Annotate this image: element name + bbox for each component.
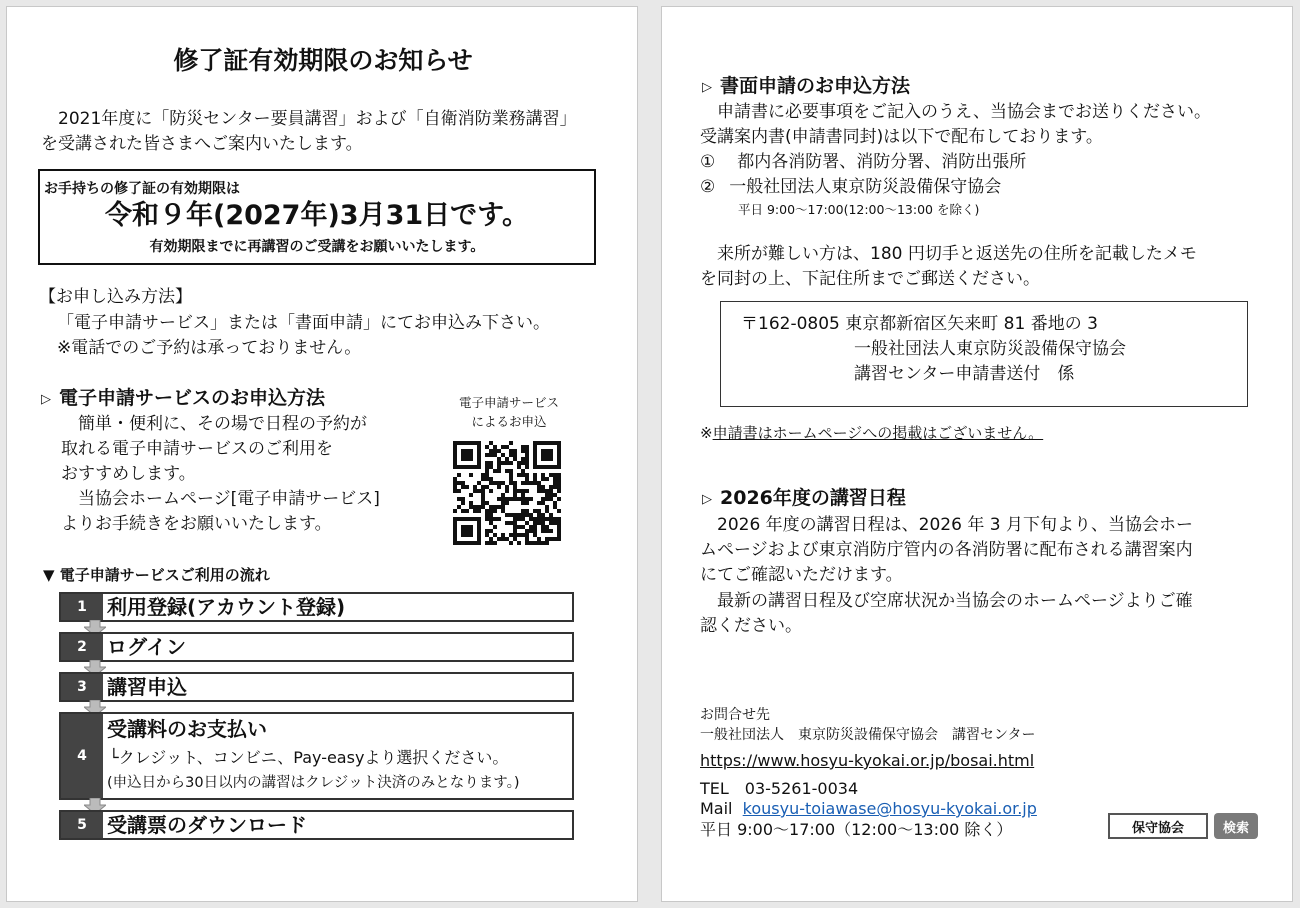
step-number: 3 [61, 674, 103, 700]
online-line-3: おすすめします。 [61, 464, 196, 484]
contact-label: お問合せ先 [700, 707, 770, 723]
online-line-2: 取れる電子申請サービスのご利用を [61, 439, 333, 459]
contact-tel: TEL 03-5261-0034 [700, 779, 859, 798]
list-text: 都内各消防署、消防分署、消防出張所 [737, 152, 1027, 172]
address-line-1: 〒162-0805 東京都新宿区矢来町 81 番地の 3 [741, 314, 1098, 334]
contact-mail [700, 799, 1037, 819]
search-button[interactable]: 検索 [1214, 813, 1258, 839]
online-heading [41, 385, 325, 413]
flow-step-1 [59, 592, 574, 622]
flow-step-2 [59, 632, 574, 662]
left-page [6, 6, 638, 902]
qr-caption-1: 電子申請サービス [458, 395, 559, 410]
step-label: 受講料のお支払い [107, 717, 267, 741]
address-line-3: 講習センター申請書送付 係 [854, 364, 1075, 384]
schedule-line-5: 認ください。 [700, 616, 802, 636]
qr-caption-2: によるお申込 [471, 414, 547, 429]
paper-line-2: 受講案内書(申請書同封)は以下で配布しております。 [700, 127, 1103, 147]
apply-line-2: ※電話でのご予約は承っておりません。 [57, 338, 362, 358]
step-label: ログイン [107, 635, 186, 659]
triangle-right-icon: ▷ [702, 492, 712, 507]
paper-line-1: 申請書に必要事項をご記入のうえ、当協会までお送りください。 [700, 102, 1212, 122]
search-keyword-field[interactable]: 保守協会 [1108, 813, 1208, 839]
mail-link[interactable]: kousyu-toiawase@hosyu-kyokai.or.jp [742, 799, 1037, 818]
qr-code-icon[interactable] [453, 441, 561, 545]
step-4-sub-2: (申込日から30日以内の講習はクレジット決済のみとなります。) [107, 775, 520, 791]
mail-line-1: 来所が難しい方は、180 円切手と返送先の住所を記載したメモ [700, 244, 1197, 264]
mail-line-2: を同封の上、下記住所までご郵送ください。 [700, 269, 1040, 289]
online-line-5: よりお手続きをお願いいたします。 [61, 514, 332, 534]
schedule-line-3: にてご確認いただけます。 [700, 565, 903, 585]
apply-line-1: 「電子申請サービス」または「書面申請」にてお申込み下さい。 [57, 313, 550, 333]
online-heading-text: 電子申請サービスのお申込方法 [59, 387, 326, 409]
schedule-line-2: ムページおよび東京消防庁管内の各消防署に配布される講習案内 [700, 540, 1193, 560]
step-4-sub-1: └クレジット、コンビニ、Pay-easyより選択ください。 [109, 748, 509, 767]
schedule-heading-text: 2026年度の講習日程 [720, 487, 906, 509]
schedule-heading [702, 485, 906, 513]
step-number: 1 [61, 594, 103, 620]
intro-line-1: 2021年度に「防災センター要員講習」および「自衛消防業務講習」 [41, 109, 577, 129]
distribution-item-2 [700, 175, 1001, 200]
schedule-line-1: 2026 年度の講習日程は、2026 年 3 月下旬より、当協会ホー [700, 515, 1193, 535]
triangle-right-icon: ▷ [702, 80, 712, 95]
contact-hours: 平日 9:00～17:00（12:00～13:00 除く） [700, 820, 1013, 839]
flow-heading: ▼ 電子申請サービスご利用の流れ [43, 566, 270, 584]
list-text: 一般社団法人東京防災設備保守協会 [729, 177, 1002, 197]
validity-lead: お手持ちの修了証の有効期限は [44, 181, 240, 197]
contact-url-link[interactable]: https://www.hosyu-kyokai.or.jp/bosai.html [700, 751, 1035, 770]
validity-box [38, 169, 596, 265]
contact-org: 一般社団法人 東京防災設備保守協会 講習センター [700, 727, 1036, 743]
right-page [661, 6, 1293, 902]
intro-line-2: を受講された皆さまへご案内いたします。 [41, 134, 363, 154]
paper-heading-text: 書面申請のお申込方法 [720, 75, 911, 97]
step-label: 講習申込 [107, 675, 187, 699]
address-line-2: 一般社団法人東京防災設備保守協会 [854, 339, 1126, 359]
online-line-1: 簡単・便利に、その場で日程の予約が [61, 414, 367, 434]
list-mark: ① [700, 152, 716, 172]
list-mark: ② [700, 177, 716, 197]
step-label: 利用登録(アカウント登録) [107, 595, 346, 619]
step-number: 5 [61, 812, 103, 838]
apply-heading: 【お申し込み方法】 [39, 287, 192, 307]
page-title: 修了証有効期限のお知らせ [173, 46, 473, 75]
paper-note [700, 422, 1043, 444]
flow-step-4 [59, 712, 574, 800]
step-number: 4 [61, 714, 103, 798]
flow-step-5 [59, 810, 574, 840]
note-text: 申請書はホームページへの掲載はございません。 [712, 424, 1044, 442]
schedule-line-4: 最新の講習日程及び空席状況か当協会のホームページよりご確 [700, 591, 1193, 611]
address-box [720, 301, 1248, 407]
office-hours: 平日 9:00～17:00(12:00～13:00 を除く) [738, 202, 980, 217]
step-label: 受講票のダウンロード [107, 813, 307, 837]
step-number: 2 [61, 634, 103, 660]
paper-heading [702, 73, 910, 101]
note-prefix: ※ [700, 424, 713, 442]
distribution-item-1 [700, 150, 1026, 175]
flow-step-3 [59, 672, 574, 702]
validity-note: 有効期限までに再講習のご受講をお願いいたします。 [149, 239, 485, 255]
triangle-right-icon: ▷ [41, 392, 51, 407]
mail-label: Mail [700, 799, 733, 818]
online-line-4: 当協会ホームページ[電子申請サービス] [61, 489, 380, 509]
validity-date: 令和９年(2027年)3月31日です。 [104, 200, 530, 231]
